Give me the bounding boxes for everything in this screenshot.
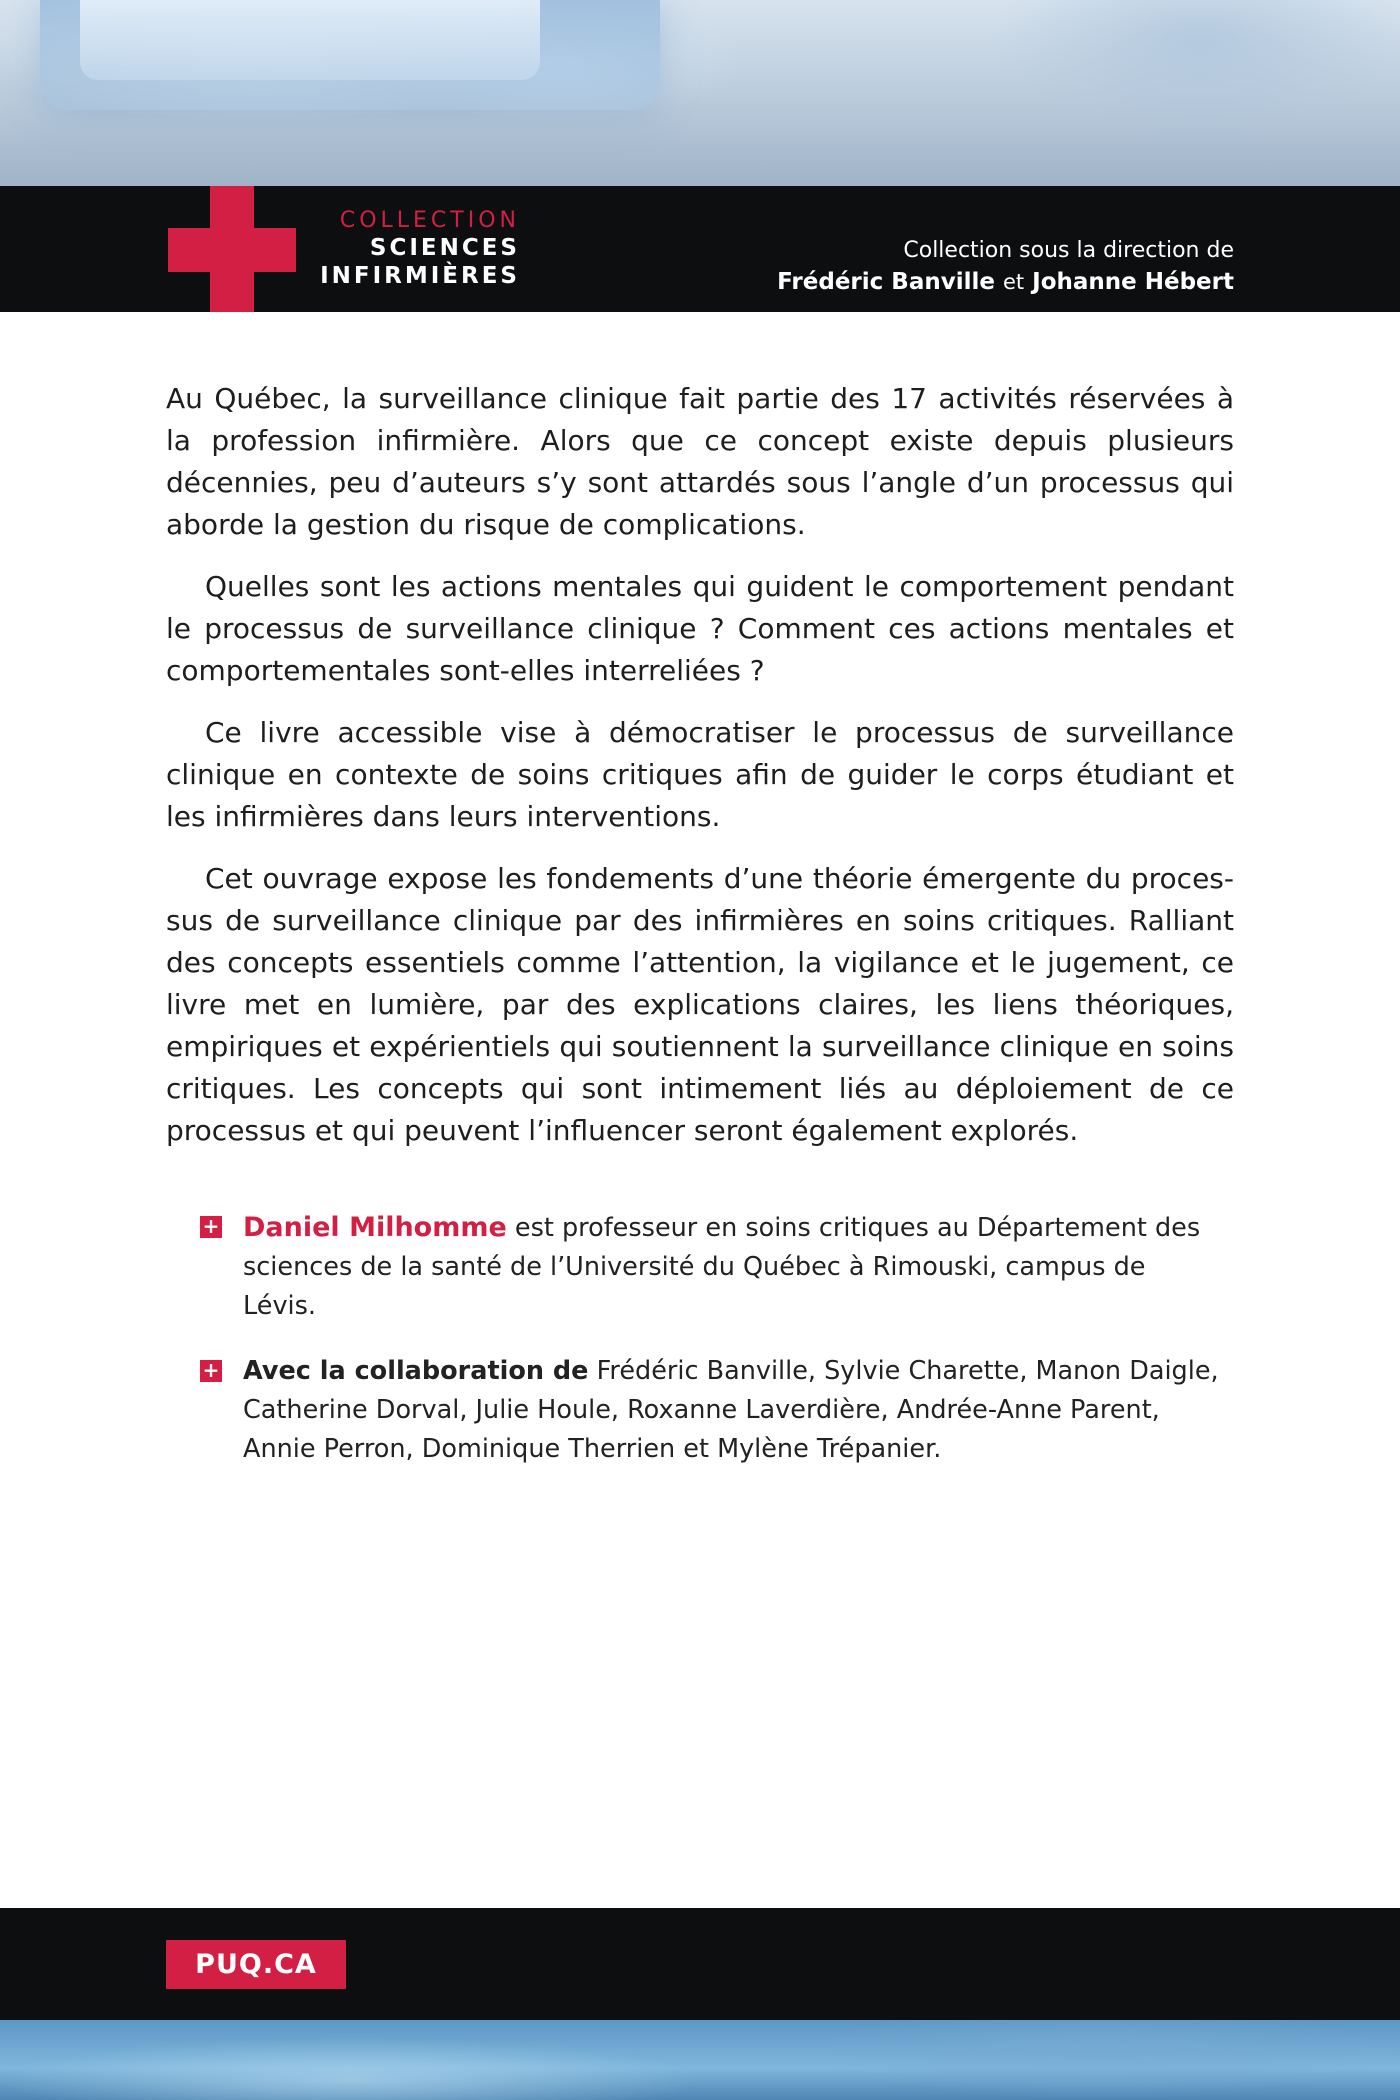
collection-direction bbox=[777, 236, 1234, 299]
author-name: Daniel Milhomme bbox=[243, 1212, 507, 1243]
paragraph-3: Ce livre accessible vise à démocratiser le processus de surveillance clinique en contexte de soins critiques afin de guider le corps étudiant et les infirmières dans leurs interventions. bbox=[166, 716, 1234, 833]
back-cover-description bbox=[166, 378, 1234, 1172]
top-background-photo bbox=[0, 0, 1400, 186]
collaborators-entry bbox=[200, 1352, 1220, 1469]
publisher-website-badge[interactable]: PUQ.CA bbox=[166, 1940, 346, 1989]
plus-icon: + bbox=[200, 1360, 222, 1382]
plus-icon: + bbox=[200, 1216, 222, 1238]
monitor-screen-blur bbox=[80, 0, 540, 80]
director-2: Johanne Hébert bbox=[1032, 269, 1234, 295]
author-entry bbox=[200, 1208, 1220, 1326]
collaborators-names: Frédéric Banville, Sylvie Charette, Manon Daigle, Catherine Dorval, Julie Houle, Roxanne Laverdière, Andrée-Anne Parent, Annie Perron, Dominique Therrien et Mylène Trépanier. bbox=[243, 1356, 1219, 1464]
paragraph-2: Quelles sont les actions mentales qui guident le comportement pendant le processus de surveillance clinique ? Comment ces actions mentales et comportementales sont-elles interreliées ? bbox=[166, 570, 1234, 687]
collection-name-line2: INFIRMIÈRES bbox=[320, 263, 520, 289]
author-bio: est professeur en soins critiques au Département des sciences de la santé de l’Université du Québec à Rimouski, campus de Lévis. bbox=[243, 1213, 1201, 1321]
collection-label: COLLECTION bbox=[339, 208, 520, 233]
red-cross-icon bbox=[168, 186, 296, 312]
director-1: Frédéric Banville bbox=[777, 269, 995, 295]
collaborators-label: Avec la collaboration de bbox=[243, 1356, 589, 1386]
direction-intro: Collection sous la direction de bbox=[903, 238, 1234, 263]
collection-logo bbox=[300, 207, 520, 290]
directors bbox=[777, 266, 1234, 299]
paragraph-1: Au Québec, la surveillance clinique fait partie des 17 activités réservées à la profession infirmière. Alors que ce concept existe depuis plusieurs décennies, peu d’auteurs s’y sont attardés sous l’angle d’un processus qui aborde la gestion du risque de complications. bbox=[166, 382, 1234, 541]
paragraph-4: Cet ouvrage expose les fondements d’une théorie émergente du processus de surveillance clinique par des infirmières en soins critiques. Ralliant des concepts essentiels comme l’attention, la vigilance et le jugement, ce livre met en lumière, par des explications claires, les liens théoriques, empiriques et expérientiels qui soutiennent la surveillance clinique en soins critiques. Les concepts qui sont intimement liés au déploiement de ce processus et qui peuvent l’influencer seront également explorés. bbox=[166, 862, 1234, 1147]
authors-section bbox=[200, 1208, 1220, 1495]
director-conjunction: et bbox=[1002, 270, 1025, 294]
bottom-background-photo bbox=[0, 2020, 1400, 2100]
collection-name-line1: SCIENCES bbox=[369, 235, 520, 261]
